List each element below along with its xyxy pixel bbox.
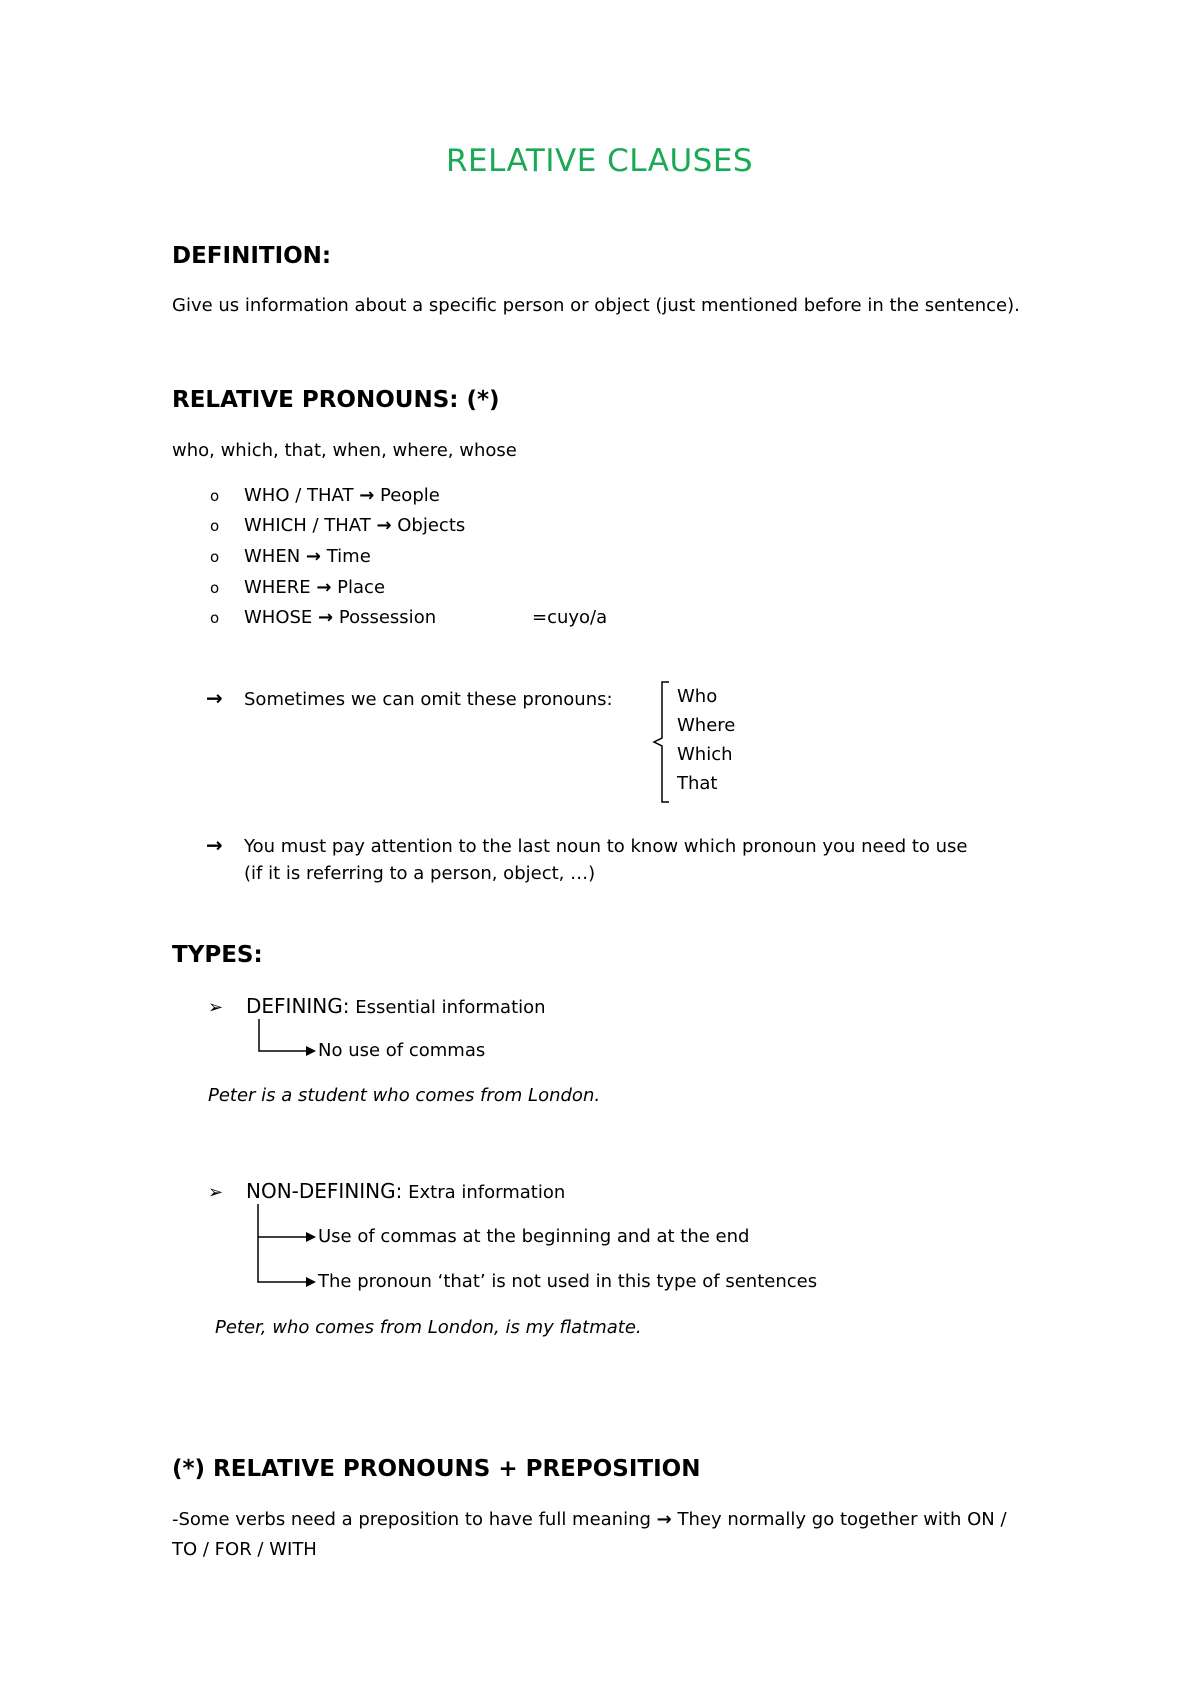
omit-list-item: Which [677, 744, 733, 765]
pronoun-value: Objects [397, 515, 466, 536]
connector-arrowhead [306, 1277, 316, 1287]
omit-list-item: Who [677, 686, 718, 707]
page-title: RELATIVE CLAUSES [446, 143, 754, 179]
non-defining-example: Peter, who comes from London, is my flatmate. [215, 1317, 642, 1338]
omit-list-item: That [677, 773, 718, 794]
attention-text: You must pay attention to the last noun to know which pronoun you need to use [244, 836, 968, 857]
defining-sub-item: No use of commas [318, 1040, 486, 1061]
pronoun-key: WHICH / THAT [244, 515, 371, 536]
defining-connector-line [259, 1019, 306, 1051]
pronoun-value: Place [337, 577, 386, 598]
preposition-line-2: TO / FOR / WITH [172, 1539, 317, 1560]
pronoun-key: WHO / THAT [244, 485, 354, 506]
preposition-heading: (*) RELATIVE PRONOUNS + PREPOSITION [172, 1456, 701, 1482]
bullet-glyph: o [210, 548, 220, 566]
defining-desc: Essential information [355, 997, 546, 1018]
non-defining-sub-item: The pronoun ‘that’ is not used in this type of sentences [318, 1271, 818, 1292]
definition-text: Give us information about a specific person or object (just mentioned before in the sentence). [172, 295, 1020, 316]
bullet-glyph: o [210, 517, 220, 535]
pronoun-key: WHERE [244, 577, 311, 598]
types-heading: TYPES: [172, 942, 263, 968]
connector-arrowhead [306, 1232, 316, 1242]
definition-heading: DEFINITION: [172, 243, 332, 269]
arrow-icon: → [316, 577, 332, 598]
pronouns-list-line: who, which, that, when, where, whose [172, 440, 517, 461]
arrow-icon: → [376, 515, 392, 536]
arrow-icon: → [318, 607, 334, 628]
defining-label: DEFINING: [246, 994, 350, 1018]
arrow-icon: → [656, 1509, 672, 1530]
defining-example: Peter is a student who comes from London. [208, 1085, 601, 1106]
bullet-glyph: o [210, 487, 220, 505]
arrowhead-bullet-icon: ➢ [208, 1182, 224, 1203]
pronoun-value: Possession [338, 607, 437, 628]
attention-line-2: (if it is referring to a person, object, …) [244, 863, 596, 884]
connector-arrowhead [306, 1046, 316, 1056]
preposition-line-1-start: -Some verbs need a preposition to have full meaning [172, 1509, 651, 1530]
arrow-icon: → [359, 485, 375, 506]
pronoun-value: People [380, 485, 440, 506]
omit-note: Sometimes we can omit these pronouns: [244, 689, 613, 710]
bullet-glyph: o [210, 579, 220, 597]
non-defining-sub-item: Use of commas at the beginning and at the end [318, 1226, 750, 1247]
non-defining-desc: Extra information [408, 1182, 566, 1203]
arrow-icon: → [305, 546, 321, 567]
pronoun-value: Time [326, 546, 371, 567]
pronoun-key: WHOSE [244, 607, 313, 628]
pronouns-heading: RELATIVE PRONOUNS: (*) [172, 387, 500, 413]
arrow-icon: → [206, 686, 223, 710]
whose-note: =cuyo/a [532, 607, 608, 628]
arrowhead-bullet-icon: ➢ [208, 997, 224, 1018]
brace-shape [654, 682, 669, 802]
arrow-icon: → [206, 833, 223, 857]
non-defining-connector-line [258, 1204, 306, 1282]
non-defining-label: NON-DEFINING: [246, 1179, 403, 1203]
preposition-line-1-end: They normally go together with ON / [677, 1509, 1007, 1530]
bullet-glyph: o [210, 609, 220, 627]
pronoun-key: WHEN [244, 546, 301, 567]
omit-list-item: Where [677, 715, 736, 736]
